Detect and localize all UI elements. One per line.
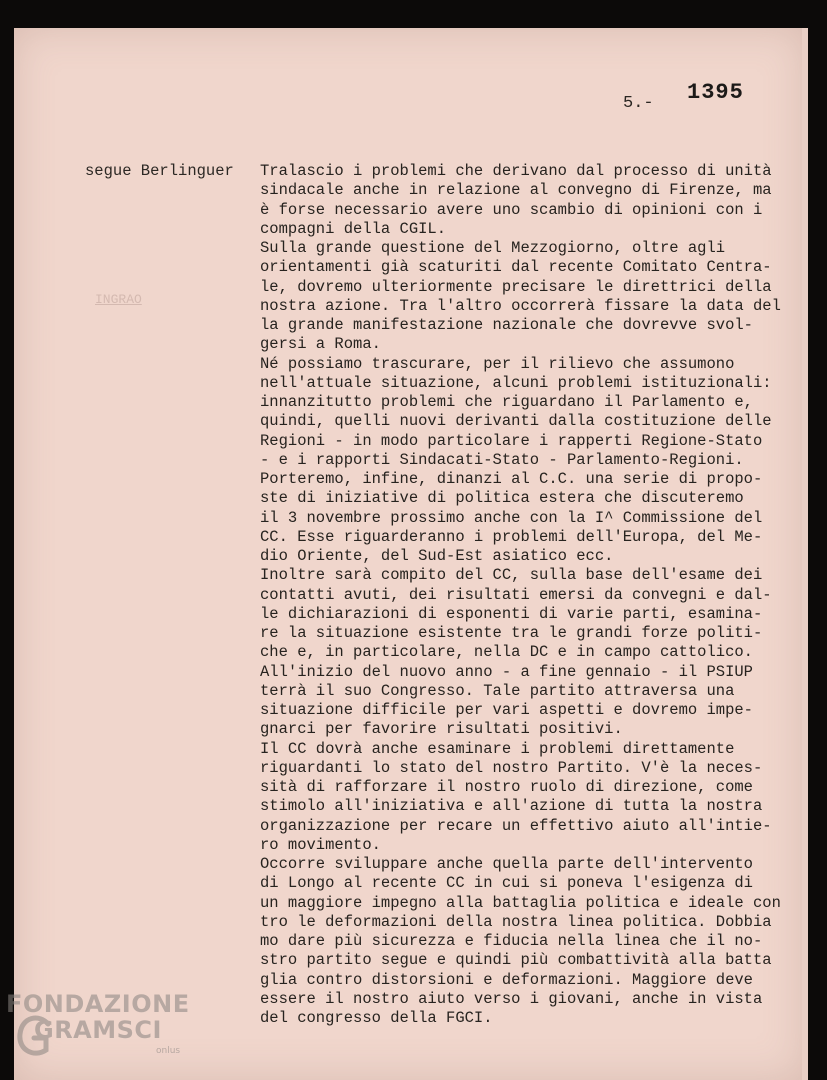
text-line: gersi a Roma.: [260, 335, 381, 354]
fondazione-gramsci-watermark: [6, 990, 206, 1070]
text-line: sindacale anche in relazione al convegno di Firenze, ma: [260, 181, 772, 200]
text-line: mo dare più sicurezza e fiducia nella linea che il no-: [260, 932, 763, 950]
text-line: Il CC dovrà anche esaminare i problemi direttamente: [260, 739, 735, 758]
text-line: tro le deformazioni della nostra linea politica. Dobbia: [260, 912, 772, 931]
text-line: è forse necessario avere uno scambio di opinioni con i: [260, 200, 763, 219]
text-line: riguardanti lo stato del nostro Partito. V'è la neces-: [260, 758, 763, 777]
watermark-line-2: GRAMSCI: [34, 1016, 162, 1044]
text-line: stro partito segue e quindi più combattività alla batta: [260, 951, 772, 970]
text-line: essere il nostro aiuto verso i giovani, anche in vista: [260, 989, 763, 1008]
text-line: ro movimento.: [260, 835, 381, 854]
speaker-label: segue Berlinguer: [85, 162, 234, 180]
text-line: del congresso della FGCI.: [260, 1009, 493, 1027]
text-line: re la situazione esistente tra le grandi forze politi-: [260, 624, 763, 642]
text-line: Occorre sviluppare anche quella parte dell'intervento: [260, 855, 753, 873]
text-line: stimolo all'iniziativa e all'azione di tutta la nostra: [260, 797, 763, 816]
text-line: gnarci per favorire risultati positivi.: [260, 720, 623, 739]
watermark-line-3: onlus: [156, 1046, 181, 1056]
text-line: ste di iniziative di politica estera che discuteremo: [260, 489, 744, 508]
text-line: quindi, quelli nuovi derivanti dalla costituzione delle: [260, 412, 772, 431]
text-line: orientamenti già scaturiti dal recente Comitato Centra-: [260, 258, 772, 277]
page-number: 5.-: [623, 94, 654, 113]
text-line: All'inizio del nuovo anno - a fine gennaio - il PSIUP: [260, 662, 753, 681]
text-line: organizzazione per recare un effettivo aiuto all'intie-: [260, 816, 772, 835]
text-line: Sulla grande questione del Mezzogiorno, oltre agli: [260, 239, 726, 257]
text-line: Inoltre sarà compito del CC, sulla base dell'esame dei: [260, 566, 763, 585]
text-line: terrà il suo Congresso. Tale partito attraversa una: [260, 681, 735, 700]
margin-ghost-text: INGRAO: [95, 292, 142, 307]
text-line: innanzitutto problemi che riguardano il Parlamento e,: [260, 393, 753, 411]
text-line: - e i rapporti Sindacati-Stato - Parlamento-Regioni.: [260, 450, 744, 469]
text-line: Tralascio i problemi che derivano dal processo di unità: [260, 162, 772, 180]
text-line: CC. Esse riguarderanno i problemi dell'Europa, del Me-: [260, 527, 763, 546]
text-line: sità di rafforzare il nostro ruolo di direzione, come: [260, 778, 753, 796]
text-line: compagni della CGIL.: [260, 219, 447, 238]
text-line: di Longo al recente CC in cui si poneva l'esigenza di: [260, 874, 753, 893]
text-line: nell'attuale situazione, alcuni problemi istituzionali:: [260, 373, 772, 392]
text-line: situazione difficile per vari aspetti e dovremo impe-: [260, 701, 753, 719]
text-line: glia contro distorsioni e deformazioni. Maggiore deve: [260, 970, 753, 989]
text-line: il 3 novembre prossimo anche con la I^ Commissione del: [260, 508, 763, 527]
archive-stamp-number: 1395: [687, 80, 744, 105]
typewritten-body: [260, 162, 800, 1028]
text-line: contatti avuti, dei risultati emersi da convegni e dal-: [260, 585, 772, 604]
watermark-line-1: FONDAZIONE: [6, 990, 190, 1018]
sheet-edge: [802, 28, 808, 1080]
text-line: dio Oriente, del Sud-Est asiatico ecc.: [260, 547, 614, 565]
text-line: la grande manifestazione nazionale che dovrevve svol-: [260, 316, 753, 334]
text-line: le, dovremo ulteriormente precisare le direttrici della: [260, 277, 772, 296]
text-line: le dichiarazioni di esponenti di varie parti, esamina-: [260, 604, 763, 623]
text-line: Porteremo, infine, dinanzi al C.C. una serie di propo-: [260, 470, 763, 488]
text-line: un maggiore impegno alla battaglia politica e ideale con: [260, 893, 781, 912]
text-line: Regioni - in modo particolare i rapperti Regione-Stato: [260, 431, 763, 450]
text-line: che e, in particolare, nella DC e in campo cattolico.: [260, 643, 753, 662]
text-line: Né possiamo trascurare, per il rilievo che assumono: [260, 354, 735, 373]
text-line: nostra azione. Tra l'altro occorrerà fissare la data del: [260, 296, 781, 315]
